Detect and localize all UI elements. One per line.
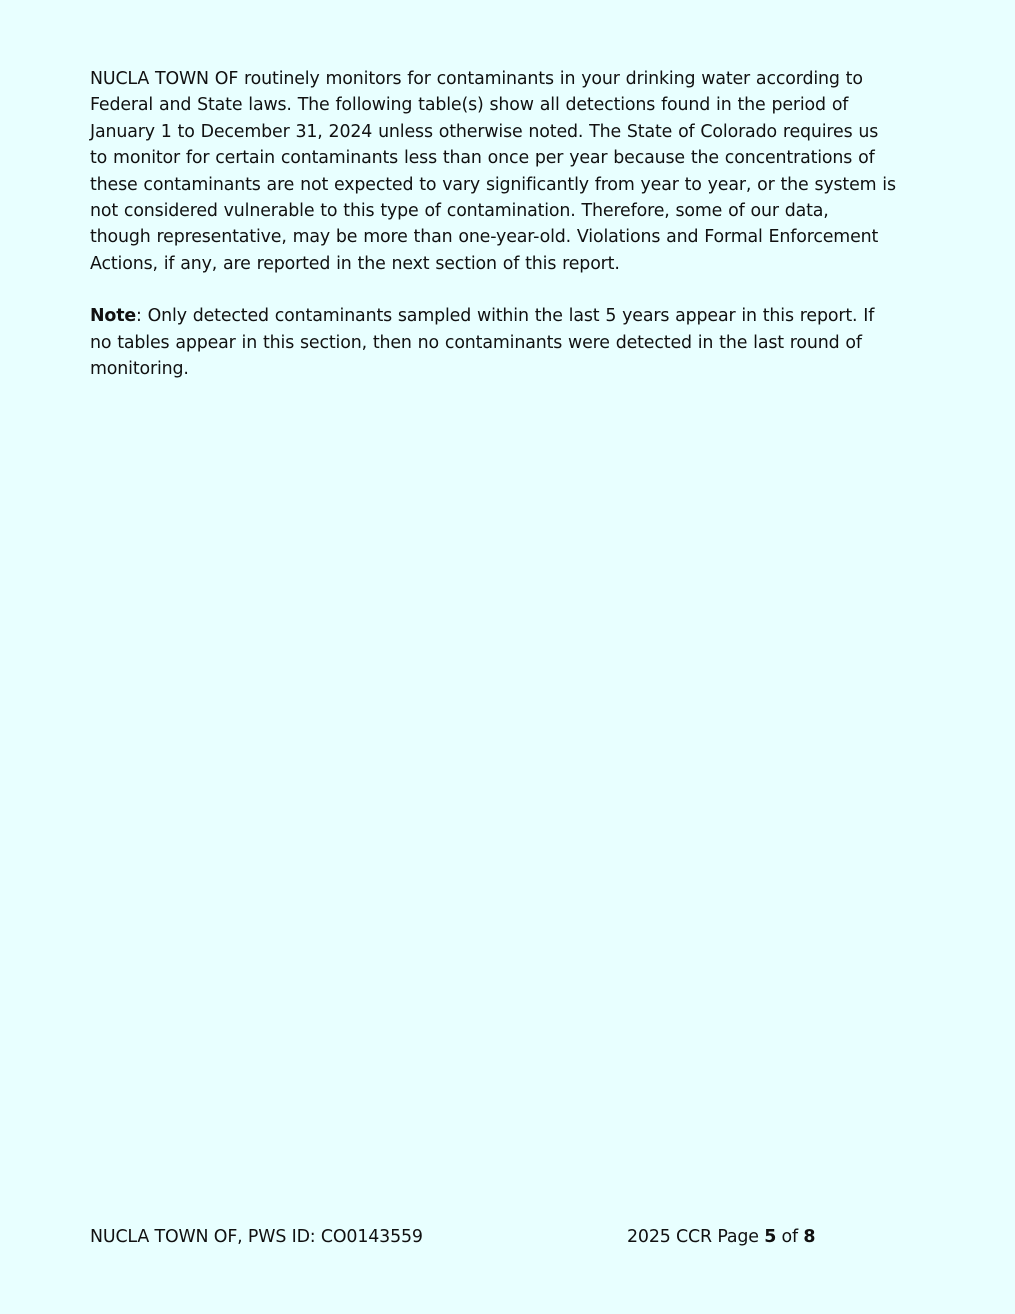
- note-line: monitoring.: [90, 359, 189, 380]
- intro-line: Federal and State laws. The following table(s) show all detections found in the period of: [90, 95, 849, 116]
- intro-line: these contaminants are not expected to vary significantly from year to year, or the system is: [90, 174, 896, 195]
- footer-page-total: 8: [803, 1227, 816, 1247]
- intro-line: to monitor for certain contaminants less than once per year because the concentrations of: [90, 148, 875, 169]
- footer-page-number: [627, 1225, 815, 1249]
- intro-paragraph: [90, 66, 930, 277]
- note-line: no tables appear in this section, then no contaminants were detected in the last round of: [90, 332, 862, 353]
- intro-line: not considered vulnerable to this type of contamination. Therefore, some of our data,: [90, 201, 829, 222]
- note-paragraph: [90, 303, 930, 382]
- footer-system-id: NUCLA TOWN OF, PWS ID: CO0143559: [90, 1227, 423, 1247]
- intro-line: NUCLA TOWN OF routinely monitors for contaminants in your drinking water according to: [90, 69, 863, 89]
- intro-line: though representative, may be more than one-year-old. Violations and Formal Enforcement: [90, 227, 879, 248]
- note-first-line-text: : Only detected contaminants sampled within the last 5 years appear in this report. If: [136, 306, 875, 327]
- note-label: Note: [90, 306, 137, 327]
- intro-line: Actions, if any, are reported in the next section of this report.: [90, 253, 620, 274]
- footer-page-prefix: 2025 CCR Page: [627, 1227, 765, 1247]
- note-first-line: [90, 303, 930, 329]
- intro-line: January 1 to December 31, 2024 unless otherwise noted. The State of Colorado requires us: [90, 121, 879, 142]
- page-content: [90, 66, 930, 382]
- footer-page-of: of: [776, 1227, 804, 1247]
- footer-page-current: 5: [764, 1227, 777, 1247]
